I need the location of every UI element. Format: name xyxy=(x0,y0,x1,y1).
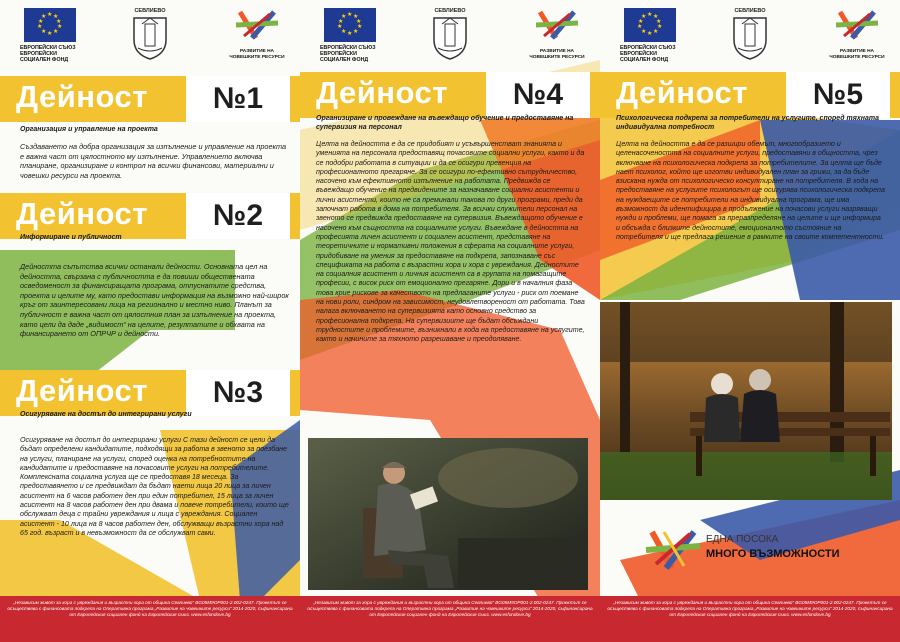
eu-text-line: СОЦИАЛЕН ФОНД xyxy=(620,57,669,63)
activity-subtitle: Осигуряване на достъп до интегрирани услуги xyxy=(20,411,192,418)
eu-text-line: ЕВРОПЕЙСКИ xyxy=(320,51,357,57)
crest-icon xyxy=(130,14,170,60)
panel-1 xyxy=(0,0,300,600)
logo-row xyxy=(310,8,590,70)
photo-elderly-couple xyxy=(600,302,892,500)
eu-logo xyxy=(620,8,690,63)
activity-subtitle: Организиране и провеждане на въвеждащо обучение и предоставяне на супервизия на персонал xyxy=(316,115,574,131)
eu-text-line: СОЦИАЛЕН ФОНД xyxy=(320,57,369,63)
eu-logo xyxy=(320,8,390,63)
activity-number: №5 xyxy=(786,72,890,118)
footer-text: „Независим живот за хора с увреждания и възрастни хора от община Севлиево“ BG05M9OP001-2.002-0247. Проектът се осъществява с финансовата подкрепа на Оперативна програма „Развитие на човешките ресурси“ 2014-2020, съфинансирана от Европейския социален фонд на Европейския съюз. www.esfondove.bg xyxy=(607,600,893,618)
eu-text-line: ЕВРОПЕЙСКИ xyxy=(20,51,57,57)
eu-text-line: ЕВРОПЕЙСКИ xyxy=(620,51,657,57)
activity-subtitle: Организация и управление на проекта xyxy=(20,126,158,133)
eu-text-line: ЕВРОПЕЙСКИ СЪЮЗ xyxy=(620,45,676,51)
brand-line2: МНОГО ВЪЗМОЖНОСТИ xyxy=(706,548,840,560)
brand-star-icon xyxy=(644,526,702,572)
hr-text-line: РАЗВИТИЕ НА xyxy=(240,49,274,54)
activity-text: Целта на дейността е да се разшири обемът, многообразието и целенасочеността на социалните услуги, предоставяни в общността, чрез включване на психологическа подкрепа за потребителите. За целта ще бъде нает психолог, който ще изготви индивидуален план за грижи, за да бъде взискана нужда от психологическо консултиране на потребителя. В хода на предоставяне на услугите психологът ще осигурява психологическа подкрепа на нуждаещите се потребители на индивидуална програма, ще има възможност да идентифицира в продължение на почасови услуги назряващи нужди и проблеми, ще помага за преразпределяне на целите и ще информира и обсъжда с близките дейностите, емоционалното състояние на потребителя и ще предлага решение в рамките на своите компетентности. xyxy=(616,140,885,241)
hr-star-icon xyxy=(534,8,580,42)
footer-text: „Независим живот за хора с увреждания и възрастни хора от община Севлиево“ BG05M9OP001-2.002-0247. Проектът се осъществява с финансовата подкрепа на Оперативна програма „Развитие на човешките ресурси“ 2014-2020, съфинансирана от Европейския социален фонд на Европейския съюз. www.esfondove.bg xyxy=(307,600,593,618)
hr-text-line: РАЗВИТИЕ НА xyxy=(840,49,874,54)
hr-text-line: РАЗВИТИЕ НА xyxy=(540,49,574,54)
brand-line1: ЕДНА ПОСОКА xyxy=(706,534,779,545)
activity-word: Дейност xyxy=(16,196,148,231)
footer xyxy=(0,596,900,642)
activity-text: Дейността съпътства всички останали дейности. Основната цел на дейността, свързана с публичността е да повиши обществената осведоменост за финансиращата програма, отпуснатите средства, проекта и целите му, като предостави информация на възможно най-широк кръг от заинтересовани лица на регионално и местно ниво. Планът за публичност е важна част от цялостния план за изпълнение на проекта, като цели да даде „видимост“ на целите, резултатите и обхвата на финансирането от ОПРЧР и дейности. xyxy=(20,262,289,339)
activity-number: №1 xyxy=(186,76,290,122)
activity-subtitle: Психологическа подкрепа за потребители на услугите, според тяхната индивидуална потребност xyxy=(616,115,879,131)
hr-star-icon xyxy=(234,8,280,42)
activity-number: №2 xyxy=(186,193,290,239)
hr-text-line: ЧОВЕШКИТЕ РЕСУРСИ xyxy=(529,54,585,60)
activity-word: Дейност xyxy=(616,75,748,110)
hr-text-line: ЧОВЕШКИТЕ РЕСУРСИ xyxy=(229,54,285,60)
activity-text: Създаването на добра организация за изпълнение и управление на проекта е важна част от цялостното му изпълнение. Управлението включва планиране, организиране и контрол на всички финансови, материални и човешки ресурси на проекта. xyxy=(20,142,287,180)
crest-icon xyxy=(430,14,470,60)
eu-flag-icon: ★ ★ ★ ★ ★ ★ ★ ★ ★ ★ xyxy=(624,8,676,42)
panel-2 xyxy=(300,0,600,600)
photo-reading-man-image xyxy=(308,438,588,590)
municipality-crest xyxy=(130,8,170,64)
logo-row xyxy=(10,8,290,70)
activity-text: Целта на дейността е да се придобият и усъвършенстват знанията и уменията на персонала предоставящ почасовите социални услуги, както и да се подобри работата в ситуации и да се осигури превенция на професионалното прегаряне. За се осигури по-ефективно сътрудничество, насочено към ефективното изпълнение на работата. Предвижда се въвеждащо обучение на предвидените за назначаване социални асистенти и лични асистенти, които не са преминали такова по други програми, преди да започнат работа в дома на потребителя. За всички служители персонал на звеното се предвижда предоставяне на супервизия. Въвеждащото обучение е насочено към същността на социалните услуги. Въвеждане в дейността на професията личен асистент и социален асистент, представяне на теоретичните и нормативни положения в сферата на социалните услуги, придобиване на умения за предоставяне на подкрепа, запознаване със спецификата на работа с възрастни хора и хора с увреждания. Дейностите на социалния асистент и личния асистент са в групата на помагащите професии, с висок риск от емоционално прегаряне. Дори и в началния фаза това крие рискове за качеството на предлаганите услуги - риск от поемане на нови роли, синдром на зависимост, неудовлетвореност от работата. Това налага включването на супервизията като основно средство за професионална подкрепа. На супервизиите ще бъдат обсъждани трудностите и проблемите, възникнали в хода на предоставяне на услугите, както и начините за тяхното разрешаване и преодоляване. xyxy=(316,140,585,344)
activity-word: Дейност xyxy=(316,75,448,110)
crest-name: СЕВЛИЕВО xyxy=(134,8,166,14)
crest-name: СЕВЛИЕВО xyxy=(734,8,766,14)
municipality-crest xyxy=(430,8,470,64)
hr-program-logo xyxy=(820,8,894,60)
municipality-crest xyxy=(730,8,770,64)
photo-elderly-couple-image xyxy=(600,302,892,500)
activity-word: Дейност xyxy=(16,79,148,114)
crest-name: СЕВЛИЕВО xyxy=(434,8,466,14)
eu-text-line: СОЦИАЛЕН ФОНД xyxy=(20,57,69,63)
hr-text-line: ЧОВЕШКИТЕ РЕСУРСИ xyxy=(829,54,885,60)
activity-text: Осигуряване на достъп до интегрирани услуги С тази дейност се цели да бъдат определени кандидатите, подходящи за работа в звеното за поезбане на услуги, планиране на услуги, според оценка на потребностите на кандидатите и предоставяне на почасовите услуги на потребителите. Комплексната социална услуга ще се предоставя 18 месеца. За предоставянето и се предвиждат да бъдат наети лица 20 лица за личен асистент на 6 часов работен ден при един потребител, 15 лица за личен асистент на 8 часов работен ден при двама и повече потребители, които ще обслужват деца с трайни увреждания и лица с увреждания. Социален асистент - 10 лица на 8 часов работен ден, обслужващи възрастни хора над 65 год. възраст и в невъзможност да се обслужват сами. xyxy=(20,436,289,537)
brand-slogan xyxy=(640,522,890,578)
eu-logo xyxy=(20,8,90,63)
activity-subtitle: Информиране и публичност xyxy=(20,234,122,241)
footer-text: „Независим живот за хора с увреждания и възрастни хора от община Севлиево“ BG05M9OP001-2.002-0247. Проектът се осъществява с финансовата подкрепа на Оперативна програма „Развитие на човешките ресурси“ 2014-2020, съфинансирана от Европейския социален фонд на Европейския съюз. www.esfondove.bg xyxy=(7,600,293,618)
eu-text-line: ЕВРОПЕЙСКИ СЪЮЗ xyxy=(320,45,376,51)
eu-flag-icon: ★ ★ ★ ★ ★ ★ ★ ★ ★ ★ xyxy=(324,8,376,42)
activity-number: №4 xyxy=(486,72,590,118)
hr-program-logo xyxy=(220,8,294,60)
crest-icon xyxy=(730,14,770,60)
activity-banner-1 xyxy=(0,76,300,122)
eu-text-line: ЕВРОПЕЙСКИ СЪЮЗ xyxy=(20,45,76,51)
activity-word: Дейност xyxy=(16,373,148,408)
activity-number: №3 xyxy=(186,370,290,416)
eu-flag-icon: ★ ★ ★ ★ ★ ★ ★ ★ ★ ★ xyxy=(24,8,76,42)
photo-reading-man xyxy=(308,438,588,590)
activity-banner-5 xyxy=(600,72,900,118)
hr-star-icon xyxy=(834,8,880,42)
hr-program-logo xyxy=(520,8,594,60)
logo-row xyxy=(610,8,890,70)
panel-3 xyxy=(600,0,900,600)
activity-banner-4 xyxy=(300,72,600,118)
